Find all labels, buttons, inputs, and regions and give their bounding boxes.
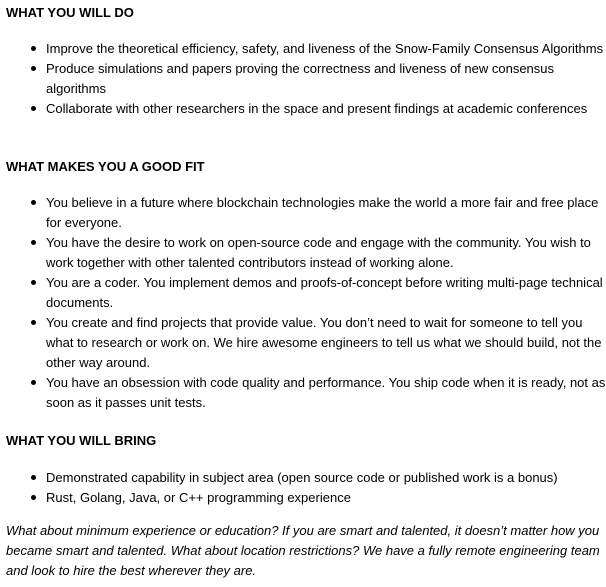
section-heading-what-you-will-do: WHAT YOU WILL DO [6, 5, 134, 20]
list-item: Produce simulations and papers proving the correctness and liveness of new consensus algorithms [6, 59, 606, 99]
closing-paragraph: What about minimum experience or education? If you are smart and talented, it doesn’t matter how you became smart and talented. What about location restrictions? We have a fully remote engineering team and look to hire the best wherever they are. [6, 523, 600, 578]
section-heading-what-you-will-bring: WHAT YOU WILL BRING [6, 433, 157, 448]
list-item: Demonstrated capability in subject area (open source code or published work is a bonus) [6, 468, 606, 488]
list-item: You are a coder. You implement demos and proofs-of-concept before writing multi-page technical documents. [6, 273, 606, 313]
list-item: You have an obsession with code quality and performance. You ship code when it is ready, not as soon as it passes unit tests. [6, 373, 606, 413]
bullet-list-what-you-will-bring [6, 468, 606, 508]
bullet-list-good-fit [6, 193, 606, 413]
bullet-list-what-you-will-do [6, 39, 606, 119]
list-item: You have the desire to work on open-source code and engage with the community. You wish to work together with other talented contributors instead of working alone. [6, 233, 606, 273]
section-heading-good-fit: WHAT MAKES YOU A GOOD FIT [6, 159, 205, 174]
list-item: Rust, Golang, Java, or C++ programming experience [6, 488, 606, 508]
list-item: Improve the theoretical efficiency, safety, and liveness of the Snow-Family Consensus Algorithms [6, 39, 606, 59]
list-item: Collaborate with other researchers in the space and present findings at academic conferences [6, 99, 606, 119]
list-item: You believe in a future where blockchain technologies make the world a more fair and free place for everyone. [6, 193, 606, 233]
list-item: You create and find projects that provide value. You don’t need to wait for someone to tell you what to research or work on. We hire awesome engineers to tell us what we should build, not the other way around. [6, 313, 606, 373]
